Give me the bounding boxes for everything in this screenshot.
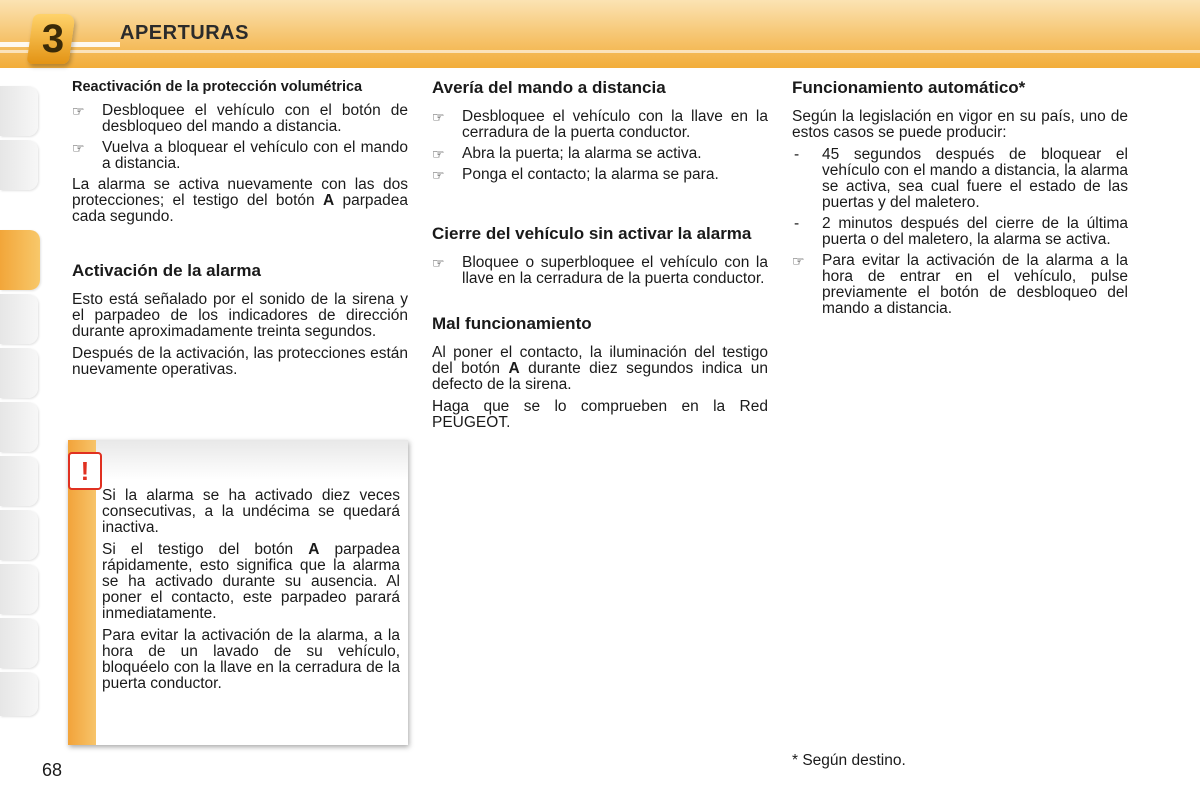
pointing-hand-icon: ☞ xyxy=(432,167,445,183)
warning-box xyxy=(68,440,408,745)
chapter-tab-9[interactable] xyxy=(0,564,38,614)
pointing-hand-icon: ☞ xyxy=(432,255,445,271)
heading-activacion: Activación de la alarma xyxy=(72,261,261,280)
warning-top-shade xyxy=(96,440,408,480)
page-title: APERTURAS xyxy=(120,22,249,44)
mal-paragraph-2: Haga que se lo comprueben en la Red PEUGEOT. xyxy=(432,398,768,431)
bullet-text: Desbloquee el vehículo con la llave en la cerradura de la puerta conductor. xyxy=(462,108,768,141)
footnote: * Según destino. xyxy=(792,752,906,769)
warning-paragraph-3: Para evitar la activación de la alarma, a la hora de un lavado de su vehículo, bloquéelo con la llave en la cerradura de la puerta conductor. xyxy=(102,627,400,692)
chapter-tab-11[interactable] xyxy=(0,672,38,716)
bullet-text: Vuelva a bloquear el vehículo con el mando a distancia. xyxy=(102,139,408,172)
activacion-paragraph-2: Después de la activación, las protecciones están nuevamente operativas. xyxy=(72,345,408,378)
bullet-item xyxy=(72,103,408,135)
chapter-tab-4[interactable] xyxy=(0,294,38,344)
heading-cierre: Cierre del vehículo sin activar la alarma xyxy=(432,224,752,243)
chapter-tab-2[interactable] xyxy=(0,140,38,190)
page-number: 68 xyxy=(42,760,63,780)
reactivacion-paragraph: La alarma se activa nuevamente con las dos protecciones; el testigo del botón A parpadea cada segundo. xyxy=(72,176,408,225)
bullet-item xyxy=(792,253,1128,317)
bullet-text: Para evitar la activación de la alarma a la hora de entrar en el vehículo, pulse previamente el botón de desbloqueo del mando a distancia. xyxy=(822,252,1128,317)
chapter-tab-1[interactable] xyxy=(0,86,38,136)
pointing-hand-icon: ☞ xyxy=(72,103,85,119)
bullet-item xyxy=(72,140,408,172)
bullet-item xyxy=(432,146,768,162)
column-1 xyxy=(72,79,408,384)
column-2 xyxy=(432,78,768,437)
chapter-tabs xyxy=(0,80,44,720)
dash-text: 2 minutos después del cierre de la última puerta o del maletero, la alarma se activa. xyxy=(822,215,1128,248)
bullet-item xyxy=(432,167,768,183)
auto-intro: Según la legislación en vigor en su país, uno de estos casos se puede producir: xyxy=(792,108,1128,141)
dash-item xyxy=(792,147,1128,211)
mal-paragraph-1: Al poner el contacto, la iluminación del testigo del botón A durante diez segundos indica un defecto de la sirena. xyxy=(432,344,768,393)
chapter-tab-3-active[interactable] xyxy=(0,230,40,290)
pointing-hand-icon: ☞ xyxy=(792,253,805,269)
dash-marker: - xyxy=(794,146,800,163)
heading-automatico: Funcionamiento automático* xyxy=(792,78,1026,97)
bullet-text: Ponga el contacto; la alarma se para. xyxy=(462,166,719,183)
bullet-item xyxy=(432,255,768,287)
warning-paragraph-2: Si el testigo del botón A parpadea rápidamente, esto significa que la alarma se ha activado durante su ausencia. Al poner el contacto, este parpadeo parará inmediatamente. xyxy=(102,541,400,622)
column-3 xyxy=(792,78,1128,322)
chapter-number: 3 xyxy=(41,17,65,61)
warning-text xyxy=(102,488,400,698)
dash-marker: - xyxy=(794,215,800,232)
chapter-tab-6[interactable] xyxy=(0,402,38,452)
header-stripe xyxy=(0,50,1200,53)
pointing-hand-icon: ☞ xyxy=(72,140,85,156)
pointing-hand-icon: ☞ xyxy=(432,146,445,162)
heading-averia: Avería del mando a distancia xyxy=(432,78,666,97)
heading-reactivacion: Reactivación de la protección volumétrica xyxy=(72,79,363,95)
dash-text: 45 segundos después de bloquear el vehículo con el mando a distancia, la alarma se activa, sea cual fuere el estado de las puertas y del maletero. xyxy=(822,146,1128,211)
chapter-tab-10[interactable] xyxy=(0,618,38,668)
bullet-item xyxy=(432,109,768,141)
activacion-paragraph-1: Esto está señalado por el sonido de la sirena y el parpadeo de los indicadores de dirección durante aproximadamente treinta segundos. xyxy=(72,291,408,340)
warning-paragraph-1: Si la alarma se ha activado diez veces consecutivas, a la undécima se quedará inactiva. xyxy=(102,487,400,536)
bullet-text: Bloquee o superbloquee el vehículo con la llave en la cerradura de la puerta conductor. xyxy=(462,254,768,287)
chapter-tab-8[interactable] xyxy=(0,510,38,560)
heading-mal-funcionamiento: Mal funcionamiento xyxy=(432,314,592,333)
chapter-tab-5[interactable] xyxy=(0,348,38,398)
bullet-text: Desbloquee el vehículo con el botón de desbloqueo del mando a distancia. xyxy=(102,102,408,135)
bullet-text: Abra la puerta; la alarma se activa. xyxy=(462,145,702,162)
pointing-hand-icon: ☞ xyxy=(432,109,445,125)
dash-item xyxy=(792,216,1128,248)
chapter-tab-7[interactable] xyxy=(0,456,38,506)
warning-exclamation-icon: ! xyxy=(68,452,102,490)
